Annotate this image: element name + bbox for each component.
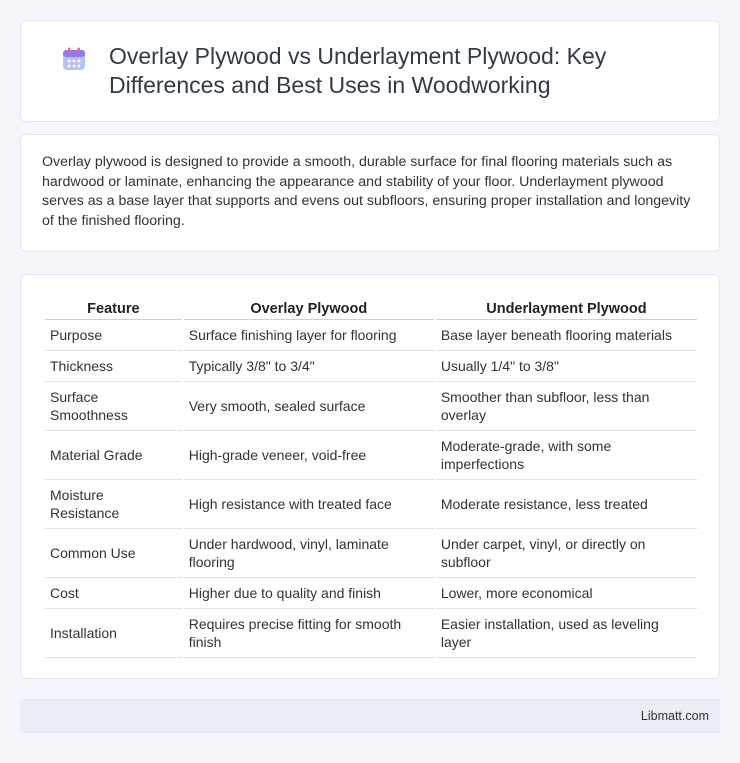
table-header-row bbox=[45, 297, 697, 320]
comparison-card bbox=[20, 274, 720, 679]
page-title: Overlay Plywood vs Underlayment Plywood: Key Differences and Best Uses in Woodworking bbox=[109, 43, 607, 98]
row-feature: Surface Smoothness bbox=[45, 382, 182, 431]
intro-card bbox=[20, 134, 720, 252]
table-row bbox=[45, 382, 697, 431]
intro-paragraph: Overlay plywood is designed to provide a smooth, durable surface for final flooring materials such as hardwood or laminate, enhancing the appearance and stability of your floor. Underlayment plywood serves as a base layer that supports and evens out subfloors, ensuring proper installation and longevity of the finished flooring. bbox=[42, 154, 691, 229]
table-row bbox=[45, 609, 697, 658]
row-feature: Material Grade bbox=[45, 431, 182, 480]
row-underlayment: Under carpet, vinyl, or directly on subfloor bbox=[436, 529, 697, 578]
row-underlayment: Usually 1/4" to 3/8" bbox=[436, 351, 697, 382]
row-feature: Purpose bbox=[45, 320, 182, 351]
row-feature: Installation bbox=[45, 609, 182, 658]
row-underlayment: Moderate resistance, less treated bbox=[436, 480, 697, 529]
calendar-icon bbox=[61, 46, 87, 72]
table-row bbox=[45, 480, 697, 529]
title-card bbox=[20, 20, 720, 122]
header-feature: Feature bbox=[45, 297, 182, 320]
header-underlayment: Underlayment Plywood bbox=[436, 297, 697, 320]
row-feature: Common Use bbox=[45, 529, 182, 578]
row-underlayment: Base layer beneath flooring materials bbox=[436, 320, 697, 351]
row-underlayment: Moderate-grade, with some imperfections bbox=[436, 431, 697, 480]
footer-brand: Libmatt.com bbox=[640, 709, 709, 723]
table-row bbox=[45, 320, 697, 351]
row-overlay: High-grade veneer, void-free bbox=[184, 431, 434, 480]
row-underlayment: Lower, more economical bbox=[436, 578, 697, 609]
row-feature: Cost bbox=[45, 578, 182, 609]
footer-bar bbox=[20, 699, 720, 733]
table-row bbox=[45, 529, 697, 578]
row-overlay: Surface finishing layer for flooring bbox=[184, 320, 434, 351]
row-overlay: Higher due to quality and finish bbox=[184, 578, 434, 609]
row-underlayment: Easier installation, used as leveling layer bbox=[436, 609, 697, 658]
row-overlay: High resistance with treated face bbox=[184, 480, 434, 529]
comparison-table bbox=[43, 297, 699, 658]
row-overlay: Under hardwood, vinyl, laminate flooring bbox=[184, 529, 434, 578]
title-wrap bbox=[61, 42, 679, 100]
row-feature: Thickness bbox=[45, 351, 182, 382]
row-overlay: Very smooth, sealed surface bbox=[184, 382, 434, 431]
header-overlay: Overlay Plywood bbox=[184, 297, 434, 320]
table-row bbox=[45, 431, 697, 480]
table-row bbox=[45, 351, 697, 382]
row-underlayment: Smoother than subfloor, less than overlay bbox=[436, 382, 697, 431]
row-feature: Moisture Resistance bbox=[45, 480, 182, 529]
table-row bbox=[45, 578, 697, 609]
row-overlay: Requires precise fitting for smooth finish bbox=[184, 609, 434, 658]
row-overlay: Typically 3/8" to 3/4" bbox=[184, 351, 434, 382]
